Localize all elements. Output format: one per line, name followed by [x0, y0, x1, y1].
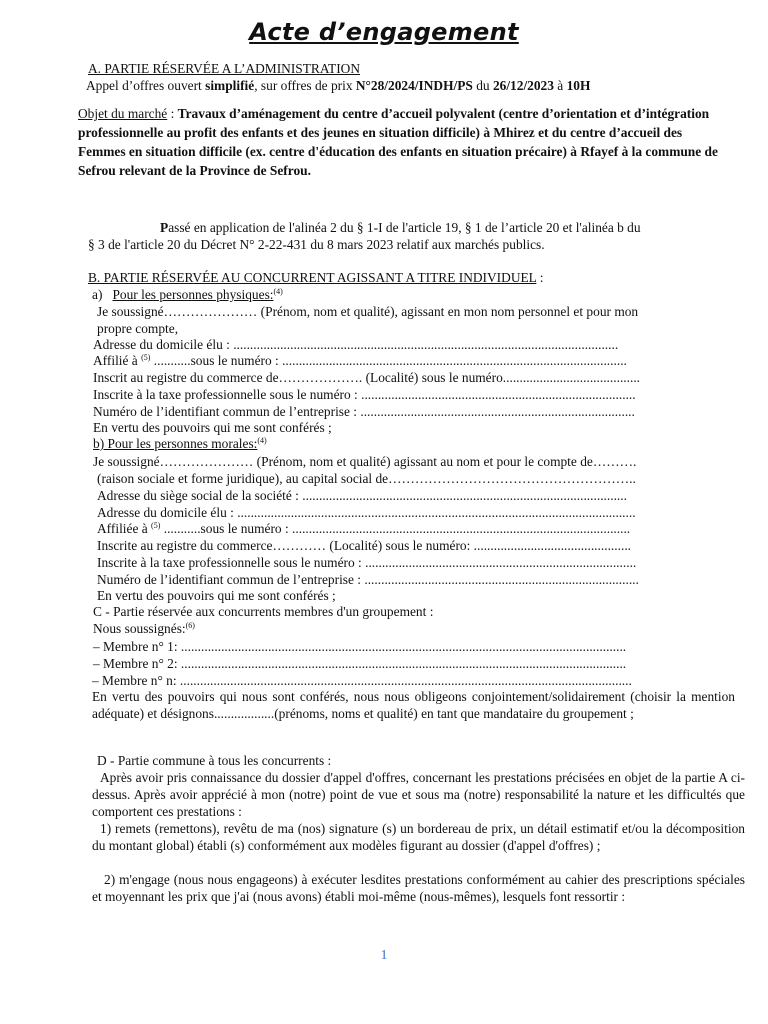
- appel-offres-line: [86, 77, 590, 94]
- page-number: 1: [380, 948, 388, 963]
- appel-a: à: [553, 78, 567, 93]
- section-b-heading: [88, 269, 543, 286]
- section-b-heading-text: B. PARTIE RÉSERVÉE AU CONCURRENT AGISSANT A TITRE INDIVIDUEL: [88, 270, 537, 285]
- pm-line-3: Adresse du domicile élu : .......................................................................................................................: [97, 505, 636, 520]
- pm-affiliee-line: [97, 520, 630, 537]
- a-label: Pour les personnes physiques:: [112, 287, 274, 302]
- pm-line-1: (raison sociale et forme juridique), au capital social de………………………………………………..: [97, 471, 636, 486]
- pp-affilie-line: [93, 352, 627, 369]
- d-paragraph-1: Après avoir pris connaissance du dossier d'appel d'offres, concernant les prestations précisées en objet de la partie A ci-dessus. Après avoir apprécié à mon (notre) point de vue et sous ma (notre) responsabilité la nature et les difficultés que comportent ces prestations :: [92, 770, 745, 819]
- pm-line-2: Adresse du siège social de la société : .................................................................................................: [97, 488, 627, 503]
- appel-du: du: [472, 78, 493, 93]
- appel-simplifie: simplifié: [205, 78, 255, 93]
- appel-date: 26/12/2023: [492, 78, 554, 93]
- pp-affilie-label: Affilié à: [93, 353, 142, 368]
- section-a-heading: A. PARTIE RÉSERVÉE A L’ADMINISTRATION: [88, 61, 361, 76]
- pm-line-6: Inscrite à la taxe professionnelle sous le numéro : .................................................................................: [97, 555, 637, 570]
- passe-first-letter: P: [160, 220, 169, 235]
- pp-line-1: propre compte,: [97, 321, 179, 336]
- objet-text: Travaux d’aménagement du centre d’accueil polyvalent (centre d’orientation et d’intégration professionnelle au profit des enfants et des jeunes en situation difficile) à Mhirez et du centre d’accueil des Femmes en situation difficile (ex. centre d'éducation des enfants en situation précaire) à Rfayef à la commune de Sefrou relevant de la Province de Sefrou.: [78, 106, 718, 178]
- passe-line-1: [160, 219, 641, 236]
- pp-affilie-sup: (5): [141, 353, 151, 362]
- d-paragraph-3: 2) m'engage (nous nous engageons) à exécuter lesdites prestations conformément au cahier des prescriptions spéciales et moyennant les prix que j'ai (nous avons) établi moi-même (nous-mêmes), lesquels font ressortir :: [92, 872, 745, 904]
- a-sup: (4): [273, 287, 283, 296]
- objet-label: Objet du marché: [78, 106, 168, 121]
- personnes-physiques-heading: [92, 286, 283, 303]
- section-d-heading: D - Partie commune à tous les concurrents :: [97, 753, 332, 768]
- pm-line-8: En vertu des pouvoirs qui me sont conférés ;: [97, 588, 336, 603]
- pm-affiliee-rest: ...........sous le numéro : .....................................................................................................: [160, 521, 631, 536]
- pm-affiliee-label: Affiliée à: [97, 521, 152, 536]
- d-paragraph-2: 1) remets (remettons), revêtu de ma (nos) signature (s) un bordereau de prix, un détail estimatif et/ou la décomposition du montant global) établi (s) conformément aux modèles figurant au dossier (d'appel d'offres) ;: [92, 821, 745, 853]
- a-prefix: a): [92, 287, 103, 302]
- objet-sep: :: [167, 106, 178, 121]
- pm-line-0: Je soussigné………………… (Prénom, nom et qualité) agissant au nom et pour le compte de……….: [93, 454, 637, 469]
- nous-sup: (6): [185, 621, 195, 630]
- document-title: Acte d’engagement: [249, 18, 519, 46]
- passe-line-2: § 3 de l'article 20 du Décret N° 2-22-431 du 8 mars 2023 relatif aux marchés publics.: [88, 237, 545, 252]
- pm-line-5: Inscrite au registre du commerce………… (Localité) sous le numéro: ...............................................: [97, 538, 632, 553]
- membre-1: – Membre n° 1: .....................................................................................................................................: [93, 639, 627, 654]
- appel-numero: N°28/2024/INDH/PS: [355, 78, 473, 93]
- appel-pre: Appel d’offres ouvert: [86, 78, 206, 93]
- section-c-heading: C - Partie réservée aux concurrents membres d'un groupement :: [93, 604, 434, 619]
- membre-2: – Membre n° 2: .....................................................................................................................................: [93, 656, 627, 671]
- section-b-heading-suffix: :: [536, 270, 544, 285]
- pp-line-4: Inscrit au registre du commerce de………………. (Localité) sous le numéro.........................................: [93, 370, 641, 385]
- pp-line-2: Adresse du domicile élu : ...................................................................................................................: [93, 337, 619, 352]
- nous-label: Nous soussignés:: [93, 621, 186, 636]
- membre-n: – Membre n° n: .......................................................................................................................................: [92, 673, 632, 688]
- appel-heure: 10H: [566, 78, 591, 93]
- pp-line-7: En vertu des pouvoirs qui me sont conférés ;: [93, 420, 332, 435]
- appel-mid: , sur offres de prix: [254, 78, 356, 93]
- nous-soussignes: [93, 620, 195, 637]
- pp-line-6: Numéro de l’identifiant commun de l’entreprise : ..................................................................................: [93, 404, 635, 419]
- pp-line-5: Inscrite à la taxe professionnelle sous le numéro : ..................................................................................: [93, 387, 636, 402]
- personnes-morales-heading: [93, 435, 267, 452]
- pm-affiliee-sup: (5): [151, 521, 161, 530]
- b-label: b) Pour les personnes morales:: [93, 436, 258, 451]
- passe-line1-text: assé en application de l'alinéa 2 du § 1-I de l'article 19, § 1 de l’article 20 et l'alinéa b du: [168, 220, 641, 235]
- pm-line-7: Numéro de l’identifiant commun de l’entreprise : ..................................................................................: [97, 572, 639, 587]
- groupement-paragraph: En vertu des pouvoirs qui nous sont conférés, nous nous obligeons conjointement/solidairement (choisir la mention adéquate) et désignons..................(prénoms, noms et qualité) en tant que mandataire du groupement ;: [92, 689, 735, 721]
- b-sup: (4): [257, 436, 267, 445]
- pp-affilie-rest: ...........sous le numéro : .......................................................................................................: [150, 353, 627, 368]
- pp-line-0: Je soussigné………………… (Prénom, nom et qualité), agissant en mon nom personnel et pour mon: [97, 304, 639, 319]
- objet-du-marche: [78, 104, 718, 180]
